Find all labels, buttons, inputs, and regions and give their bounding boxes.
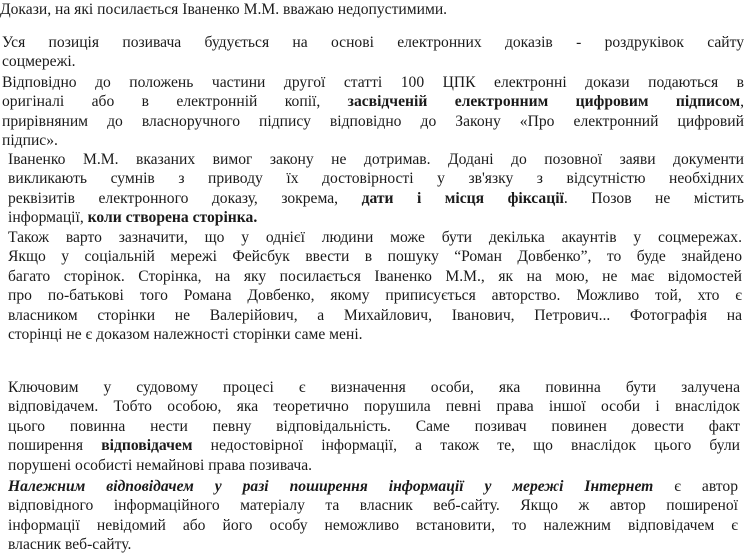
paragraph-5 [8, 378, 740, 475]
text-line [2, 92, 744, 111]
text-line: прирівняним до власноручного підпису відповідно до Закону «Про електронний цифровий [2, 112, 744, 130]
paragraph-2 [2, 73, 744, 151]
bold-phrase: коли створена сторінка. [87, 209, 258, 227]
text-line: Також варто зазначити, що у однієї людини може бути декілька акаунтів у соцмережах. [8, 229, 742, 246]
text-line [8, 208, 744, 227]
text-line: про по-батькові того Романа Довбенко, якому приписується авторство. Можливо той, хто є [8, 287, 742, 305]
text-line: цього повинна нести певну відповідальність. Саме позивач повинен довести факт [8, 417, 740, 435]
text-line: Іваненко М.М. вказаних вимог закону не дотримав. Додані до позовної заяви документи [8, 151, 744, 168]
paragraph-6 [8, 477, 738, 555]
text-line [8, 436, 740, 455]
bold-phrase: засвідченій електронним цифровим підписом [347, 93, 741, 111]
bold-phrase: відповідачем [101, 437, 193, 455]
bold-italic-phrase: Належним відповідачем у разі поширення інформації у мережі Інтернет [8, 478, 654, 495]
text-line: сторінці не є доказом належності сторінки саме мені. [8, 326, 363, 344]
text-line: Ключовим у судовому процесі є визначення особи, яка повинна бути залучена [8, 379, 740, 396]
text-line: підпис». [2, 132, 58, 150]
paragraph-4 [8, 228, 742, 344]
bold-phrase: дати і місця фіксації [361, 189, 564, 207]
text-segment: поширення [8, 437, 102, 455]
text-line [8, 477, 738, 496]
text-line: інформації невідомий або його особу неможливо встановити, то належним відповідачем є [8, 516, 738, 534]
text-segment: недостовірної інформації, а також те, що внаслідок цього були [192, 437, 740, 455]
text-segment: . Позов не містить [563, 189, 744, 207]
paragraph-3 [8, 150, 744, 228]
text-line: відповідного інформаційного матеріалу та власник веб-сайту. Якщо ж автор поширеної [8, 497, 738, 515]
paragraph-1 [2, 33, 744, 72]
text-line: власником сторінки не Валерійович, а Михайлович, Іванович, Петрович... Фотографія на [8, 306, 742, 324]
text-segment: реквізитів електронного доказу, зокрема, [8, 189, 362, 207]
text-line: Відповідно до положень частини другої статті 100 ЦПК електронні докази подаються в [2, 74, 744, 91]
text-segment: оригіналі або в електронній копії, [2, 93, 348, 111]
text-line: власник веб-сайту. [8, 536, 132, 554]
text-segment: інформації, [8, 209, 88, 227]
text-line: Уся позиція позивача будується на основі електронних доказів - роздруківок сайту [2, 34, 744, 51]
text-line: Якщо у соціальній мережі Фейсбук ввести в пошуку “Роман Довбенко”, то буде знайдено [8, 248, 742, 266]
text-line [8, 189, 744, 208]
text-line: порушені особисті немайнові права позивача. [8, 456, 313, 474]
text-line: Докази, на які посилається Іваненко М.М. вважаю недопустимими. [0, 1, 448, 18]
text-segment: , [740, 93, 744, 111]
text-line: соцмережі. [2, 53, 76, 71]
text-segment: є автор [653, 478, 738, 495]
text-line: багато сторінок. Сторінка, на яку посилається Іваненко М.М., як на мою, не має відомостей [8, 267, 742, 285]
intro-paragraph [0, 0, 580, 19]
text-line: відповідачем. Тобто особою, яка теоретично порушила певні права іншої особи і внаслідок [8, 398, 740, 416]
text-line: викликають сумнів з приводу їх достовірності у зв'язку з відсутністю необхідних [8, 170, 744, 188]
